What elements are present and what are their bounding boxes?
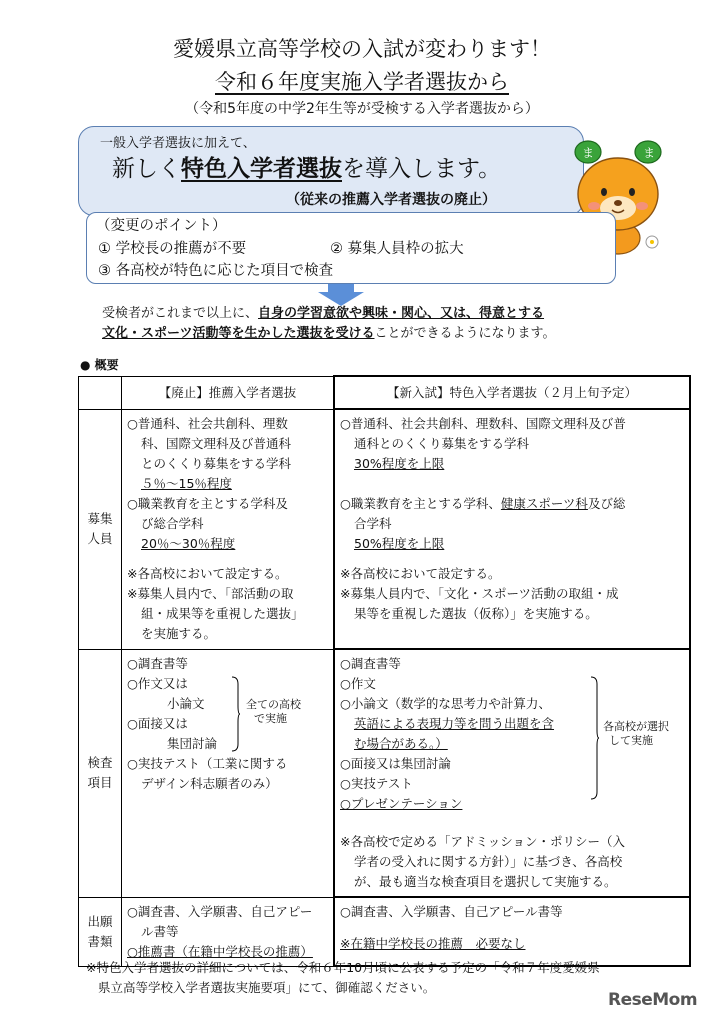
- resemom-logo: ReseMom: [608, 990, 698, 1010]
- row-label-docs: 出願 書類: [79, 897, 122, 966]
- intro-line-2: 新しく特色入学者選抜を導入します。: [112, 156, 502, 182]
- change-point-3: ③ 各高校が特色に応じた項目で検査: [98, 263, 334, 279]
- table-corner: [79, 376, 122, 409]
- header-new: 【新入試】特色入学者選抜（２月上旬予定）: [334, 376, 690, 409]
- svg-text:ま: ま: [582, 146, 595, 160]
- table-header-row: [79, 376, 691, 409]
- row-label-recruit: 募集 人員: [79, 409, 122, 649]
- intro-line-1: 一般入学者選抜に加えて、: [100, 136, 256, 151]
- table-row: [79, 897, 691, 966]
- svg-text:ま: ま: [643, 146, 656, 160]
- brace-label-new: 各高校が選択: [603, 720, 669, 733]
- header-old: 【廃止】推薦入学者選抜: [122, 376, 335, 409]
- recruit-new-cell: ○普通科、社会共創科、理数科、国際文理科及び普 通科とのくくり募集をする学科 30%程度を上限 ○職業教育を主とする学科、健康スポーツ科及び総 合学科 50%程度を上限 ※各高校において設定する。 ※募集人員内で、「文化・スポーツ活動の取組・成 果等を重視した選抜（仮称）」を実施する。: [334, 409, 690, 649]
- docs-old-cell: ○調査書、入学願書、自己アピー ル書等 ○推薦書（在籍中学校長の推薦）: [122, 897, 335, 966]
- recruit-old-cell: ○普通科、社会共創科、理数 科、国際文理科及び普通科 とのくくり募集をする学科 ５％～15％程度 ○職業教育を主とする学科及 び総合学科 20％～30％程度 ※各高校において設定する。 ※募集人員内で、「部活動の取 組・成果等を重視した選抜」 を実施する。: [122, 409, 335, 649]
- change-point-2: ② 募集人員枠の拡大: [330, 241, 464, 257]
- comparison-table: [78, 375, 691, 967]
- effect-line-1: 受検者がこれまで以上に、自身の学習意欲や興味・関心、又は、得意とする: [102, 306, 545, 321]
- exam-old-cell: ○調査書等 ○作文又は 小論文 ○面接又は 集団討論 ○実技テスト（工業に関する デザイン科志願者のみ） 全ての高校 で実施: [122, 649, 335, 897]
- brace-icon: [589, 676, 599, 800]
- intro-line-3: （従来の推薦入学者選抜の廃止）: [286, 192, 496, 208]
- table-row: [79, 649, 691, 897]
- docs-new-cell: ○調査書、入学願書、自己アピール書等 ※在籍中学校長の推薦 必要なし: [334, 897, 690, 966]
- change-points-heading: （変更のポイント）: [96, 218, 227, 234]
- brace-icon: [230, 676, 240, 752]
- page-note: （令和5年度の中学2年生等が受検する入学者選抜から）: [185, 101, 539, 117]
- page-title: 愛媛県立高等学校の入試が変わります！: [173, 37, 551, 61]
- effect-line-2: 文化・スポーツ活動等を生かした選抜を受けることができるようになります。: [102, 326, 556, 341]
- overview-label: ● 概要: [80, 358, 119, 372]
- row-label-exam: 検査 項目: [79, 649, 122, 897]
- brace-label-old: 全ての高校: [246, 697, 301, 711]
- exam-new-cell: ○調査書等 ○作文 ○小論文（数学的な思考力や計算力、 英語による表現力等を問う出題を含 む場合がある。） ○面接又は集団討論 ○実技テスト ○プレゼンテーション ※各高校で定める「アドミッション・ポリシー（入 学者の受入れに関する方針）」に基づき、各高校 が、最も適当な検査項目を選択して実施する。 各高校が選択 して実施: [334, 649, 690, 897]
- footnote: ※特色入学者選抜の詳細については、令和６年10月頃に公表する予定の「令和７年度愛媛県 県立高等学校入学者選抜実施要項」にて、御確認ください。: [86, 960, 600, 995]
- page-subtitle: 令和６年度実施入学者選抜から: [215, 70, 509, 94]
- table-row: [79, 409, 691, 649]
- change-point-1: ① 学校長の推薦が不要: [98, 241, 247, 257]
